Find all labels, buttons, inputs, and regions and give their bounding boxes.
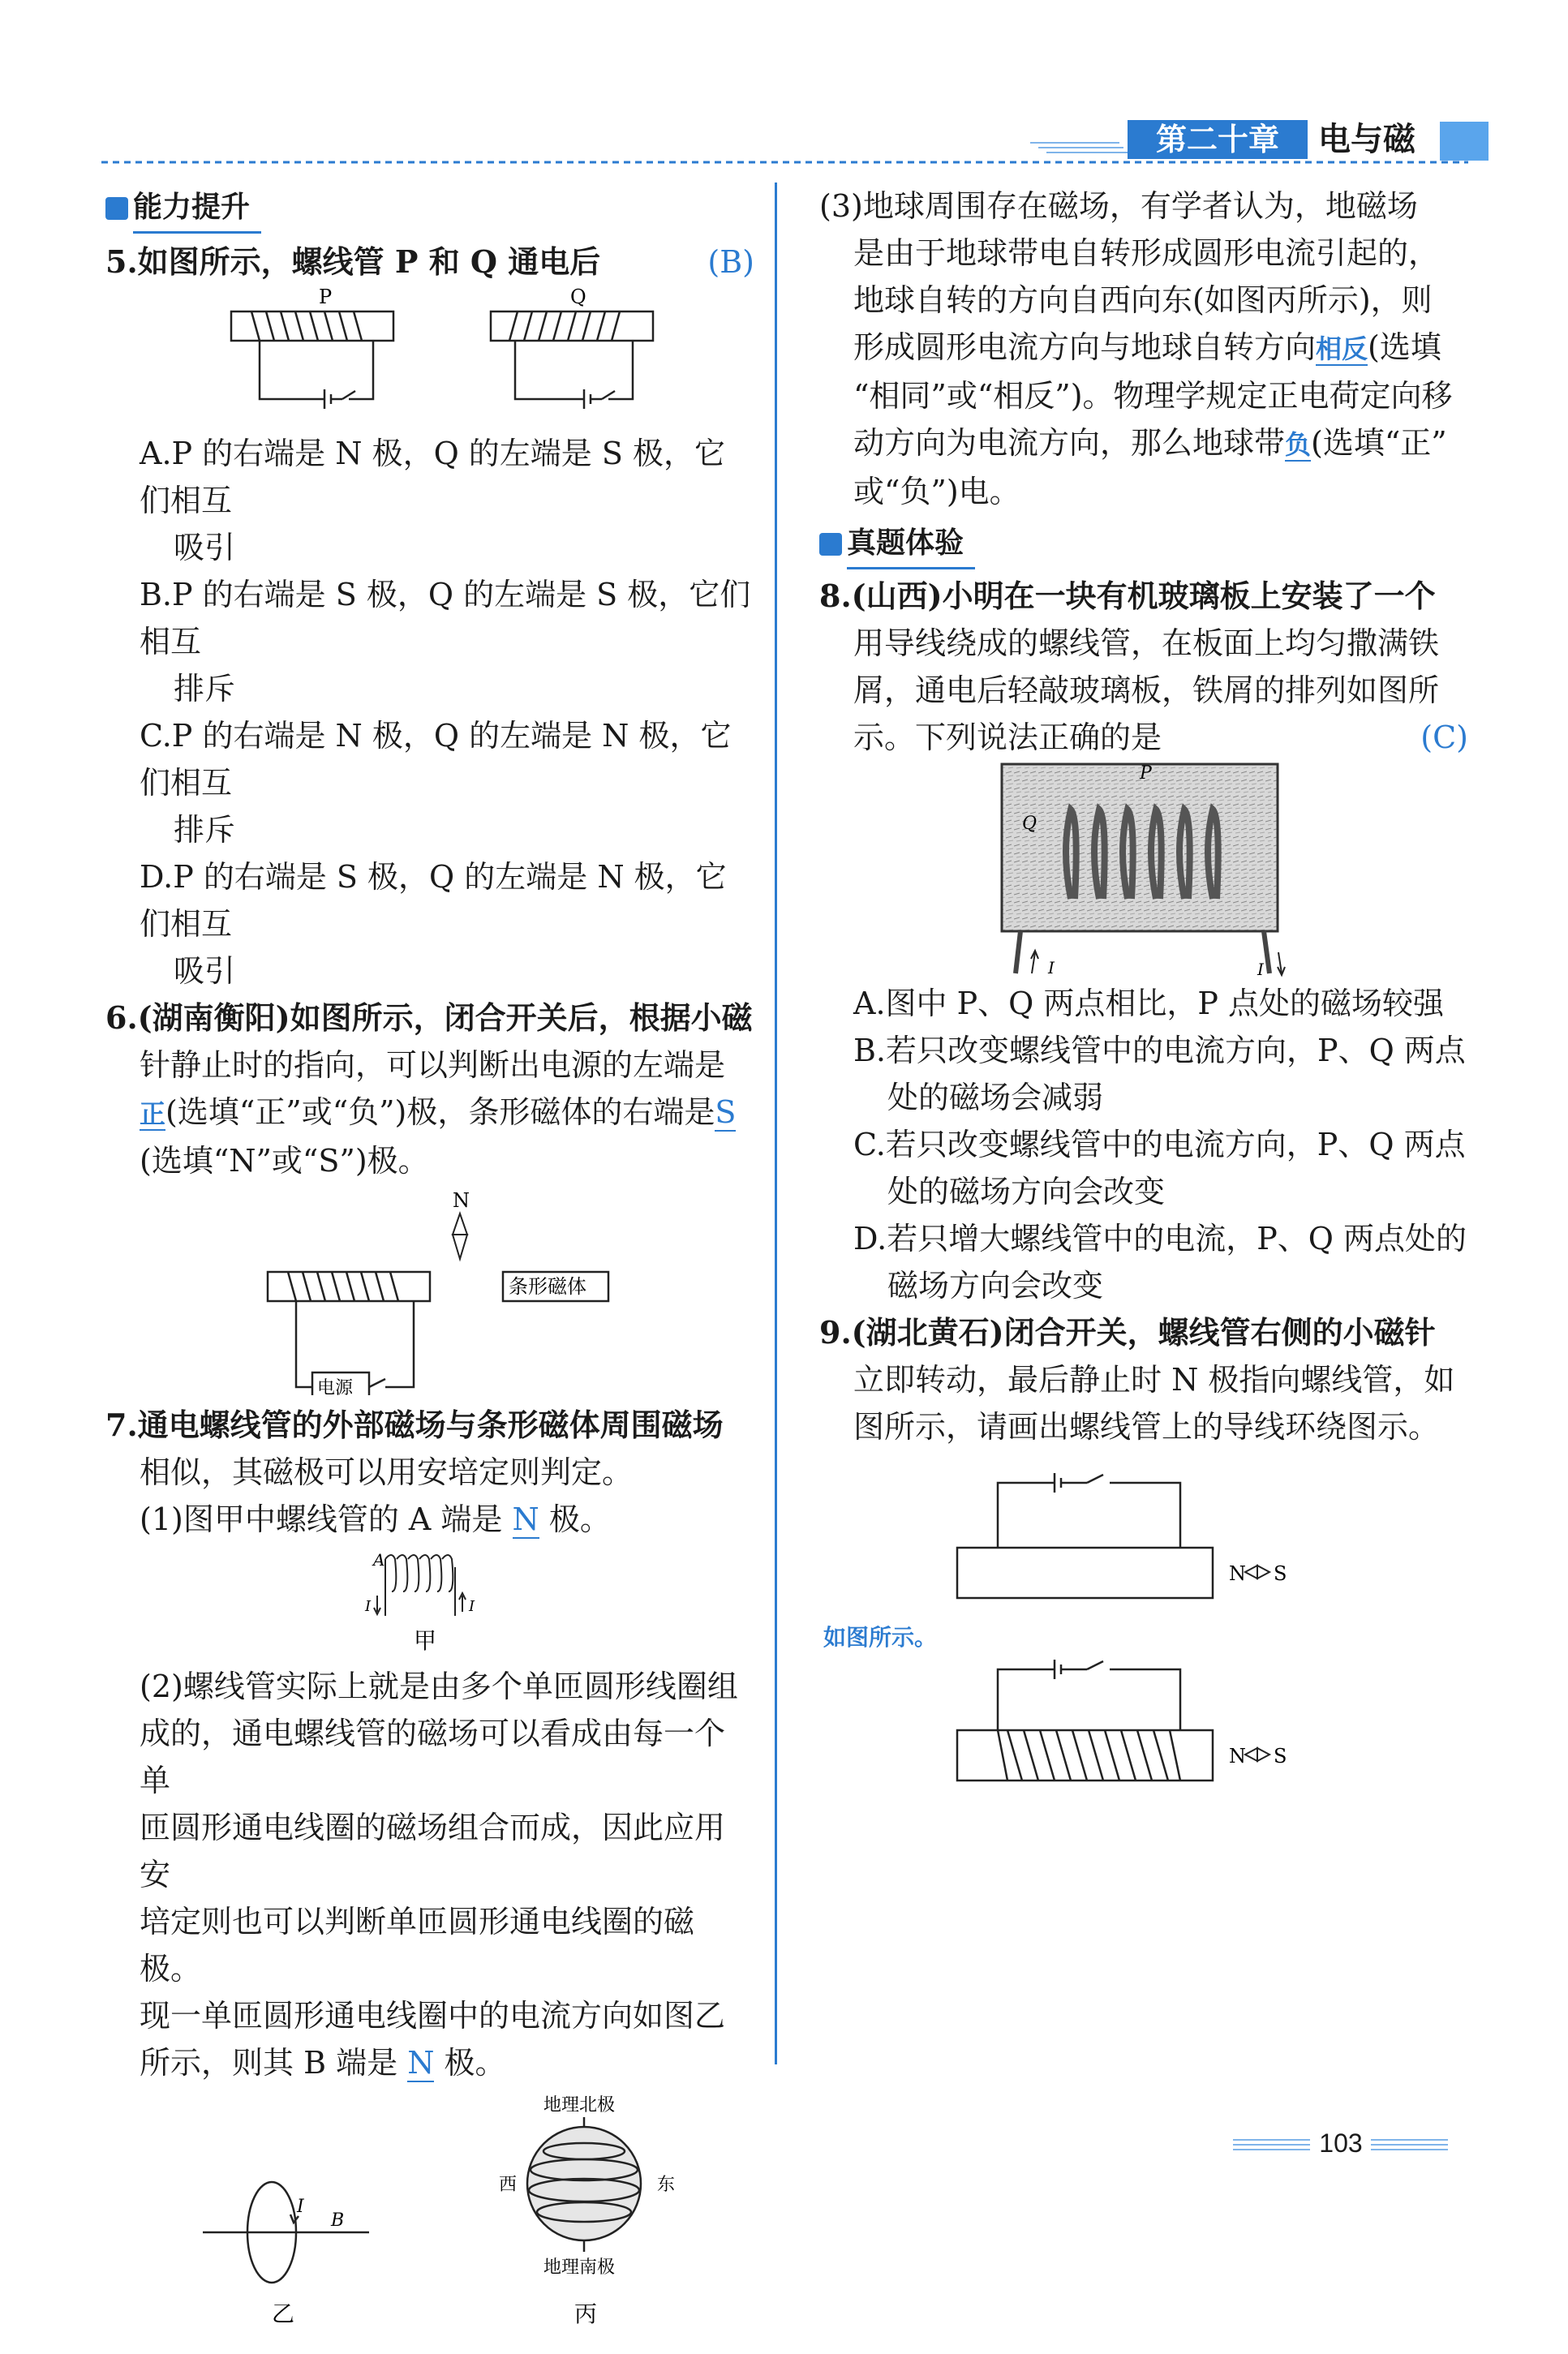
svg-text:P: P	[1140, 763, 1152, 784]
q6-answer-1: 正	[140, 1098, 166, 1129]
q8-option-d: D.若只增大螺线管中的电流，P、Q 两点处的	[853, 1221, 1467, 1256]
q7-p3-line6: 动方向为电流方向，那么地球带负(选填“正”	[853, 425, 1447, 461]
fig-label-q: Q	[570, 286, 586, 308]
q7-p3-line7: 或“负”)电。	[853, 474, 1020, 509]
q5-option-a: A.P 的右端是 N 极，Q 的左端是 S 极，它们相互	[140, 436, 726, 518]
q8-line4: 示。下列说法正确的是 (C)	[819, 714, 1468, 761]
q5-option-c-cont: 排斥	[174, 812, 236, 848]
svg-text:东: 东	[657, 2175, 676, 2195]
magnetic-needle	[453, 1214, 467, 1259]
q8-figure	[819, 761, 1468, 980]
q9-circuit-answer	[957, 1660, 1213, 1781]
q7-p2-line6: 所示，则其 B 端是 N 极。	[140, 2045, 506, 2081]
glass-plate	[1002, 764, 1278, 931]
q5-option-d: D.P 的右端是 S 极，Q 的左端是 N 极，它们相互	[140, 859, 727, 942]
q9-circuit-blank	[957, 1473, 1213, 1598]
q7-p2-line4: 培定则也可以判断单匝圆形通电线圈的磁极。	[140, 1904, 695, 1987]
q7-line1: 7.通电螺线管的外部磁场与条形磁体周围磁场	[105, 1407, 724, 1443]
magnet-label: 条形磁体	[509, 1275, 586, 1298]
caption-jia: 甲	[414, 1627, 437, 1654]
svg-text:N: N	[1229, 1562, 1246, 1585]
svg-text:西: 西	[499, 2175, 518, 2195]
q8-option-b-cont: 处的磁场会减弱	[887, 1080, 1104, 1115]
q5-option-c: C.P 的右端是 N 极，Q 的左端是 N 极，它们相互	[140, 718, 732, 801]
q5-figure	[105, 286, 754, 430]
q7-p3-line2: 是由于地球带电自转形成圆形电流引起的，	[853, 235, 1440, 271]
solenoid-q	[491, 311, 653, 409]
q7-answer-3: 相反	[1316, 333, 1368, 364]
svg-text:地理北极: 地理北极	[543, 2095, 616, 2116]
q8-line1: 8.(山西)小明在一块有机玻璃板上安装了一个	[819, 578, 1436, 614]
q7-p2-line1: (2)螺线管实际上就是由多个单匝圆形线圈组	[140, 1669, 738, 1704]
q7-p3-line5: “相同”或“相反”)。物理学规定正电荷定向移	[853, 378, 1453, 414]
page-number: 103	[1319, 2128, 1363, 2158]
right-column	[819, 183, 1468, 1872]
figures-yi-bing	[105, 2086, 754, 2354]
q6-answer-2: S	[715, 1094, 737, 1130]
chapter-label: 第二十章	[1155, 122, 1279, 157]
q6-line2: 针静止时的指向，可以判断出电源的左端是	[140, 1047, 726, 1083]
fig-label-p: P	[319, 286, 333, 308]
q5-option-b-cont: 排斥	[174, 671, 236, 707]
q8-option-a: A.图中 P、Q 两点相比，P 点处的磁场较强	[853, 986, 1445, 1021]
header	[0, 0, 1568, 170]
section-title-exam: 真题体验	[847, 520, 975, 569]
q7-p3-line3: 地球自转的方向自西向东(如图丙所示)，则	[853, 282, 1433, 318]
footer	[1217, 2125, 1460, 2166]
column-divider	[775, 183, 777, 2064]
earth-globe	[527, 2117, 641, 2252]
q8-line3: 屑，通电后轻敲玻璃板，铁屑的排列如图所	[853, 672, 1440, 708]
q7-answer-1: N	[512, 1501, 539, 1537]
left-column	[105, 183, 754, 2354]
q6-line4: (选填“N”或“S”)极。	[140, 1143, 429, 1179]
q5-answer: (B)	[707, 244, 754, 280]
q7-p3-line4: 形成圆形电流方向与地球自转方向相反(选填	[853, 329, 1441, 365]
svg-text:S: S	[1274, 1562, 1287, 1585]
book-icon-2	[819, 533, 842, 556]
svg-text:S: S	[1274, 1745, 1287, 1768]
book-icon	[105, 197, 128, 220]
q6-figure	[105, 1184, 754, 1395]
q5-stem: 5.如图所示，螺线管 P 和 Q 通电后 (B)	[105, 238, 754, 286]
section-title-improve: 能力提升	[133, 184, 261, 234]
coil-jia	[374, 1555, 466, 1616]
figure-jia	[105, 1543, 754, 1663]
svg-text:N: N	[1229, 1745, 1246, 1768]
q8-option-c: C.若只改变螺线管中的电流方向，P、Q 两点	[853, 1127, 1466, 1162]
caption-bing: 丙	[574, 2300, 598, 2327]
q9-answer-note: 如图所示。	[823, 1624, 938, 1651]
q7-line2: 相似，其磁极可以用安培定则判定。	[140, 1454, 634, 1490]
q7-p3-line1: (3)地球周围存在磁场，有学者认为，地磁场	[819, 188, 1418, 224]
solenoid-p	[231, 311, 393, 409]
q5-option-b: B.P 的右端是 S 极，Q 的左端是 S 极，它们相互	[140, 577, 751, 659]
q8-option-b: B.若只改变螺线管中的电流方向，P、Q 两点	[853, 1033, 1466, 1068]
q7-p2-line2: 成的，通电螺线管的磁场可以看成由每一个单	[140, 1716, 726, 1798]
svg-text:I: I	[297, 2197, 304, 2217]
svg-text:I: I	[1257, 960, 1264, 979]
q7-p2-line5: 现一单匝圆形通电线圈中的电流方向如图乙	[140, 1998, 726, 2034]
q6-line1: 6.(湖南衡阳)如图所示，闭合开关后，根据小磁	[105, 999, 753, 1036]
q6-line3: 正(选填“正”或“负”)极，条形磁体的右端是S	[140, 1094, 737, 1130]
q5-option-d-cont: 吸引	[174, 953, 236, 989]
q7-part1: (1)图甲中螺线管的 A 端是 N 极。	[140, 1501, 611, 1537]
solenoid	[268, 1272, 430, 1395]
q9-line1: 9.(湖北黄石)闭合开关，螺线管右侧的小磁针	[819, 1314, 1436, 1351]
svg-text:地理南极: 地理南极	[543, 2257, 616, 2278]
single-loop-coil	[203, 2182, 369, 2283]
power-label: 电源	[317, 1378, 354, 1395]
q8-line2: 用导线绕成的螺线管，在板面上均匀撒满铁	[853, 625, 1440, 661]
q8-option-c-cont: 处的磁场方向会改变	[887, 1174, 1166, 1209]
q8-option-d-cont: 磁场方向会改变	[887, 1268, 1104, 1304]
q9-line2: 立即转动，最后静止时 N 极指向螺线管，如	[853, 1362, 1455, 1398]
q5-option-a-cont: 吸引	[174, 530, 236, 565]
q8-answer: (C)	[1420, 720, 1468, 755]
q9-figures	[819, 1450, 1468, 1872]
svg-text:I: I	[469, 1598, 475, 1615]
svg-text:I: I	[365, 1598, 372, 1615]
q7-answer-4: 负	[1285, 429, 1312, 460]
chapter-title: 电与磁	[1318, 121, 1415, 158]
needle-label-n: N	[453, 1189, 470, 1212]
q9-line3: 图所示，请画出螺线管上的导线环绕图示。	[853, 1409, 1440, 1445]
q7-p2-line3: 匝圆形通电线圈的磁场组合而成，因此应用安	[140, 1810, 726, 1892]
caption-yi: 乙	[272, 2300, 295, 2327]
svg-text:B: B	[331, 2210, 345, 2231]
svg-text:Q: Q	[1022, 814, 1037, 834]
q7-answer-2: N	[407, 2045, 435, 2081]
svg-text:I: I	[1048, 958, 1055, 977]
svg-text:A: A	[373, 1550, 385, 1570]
